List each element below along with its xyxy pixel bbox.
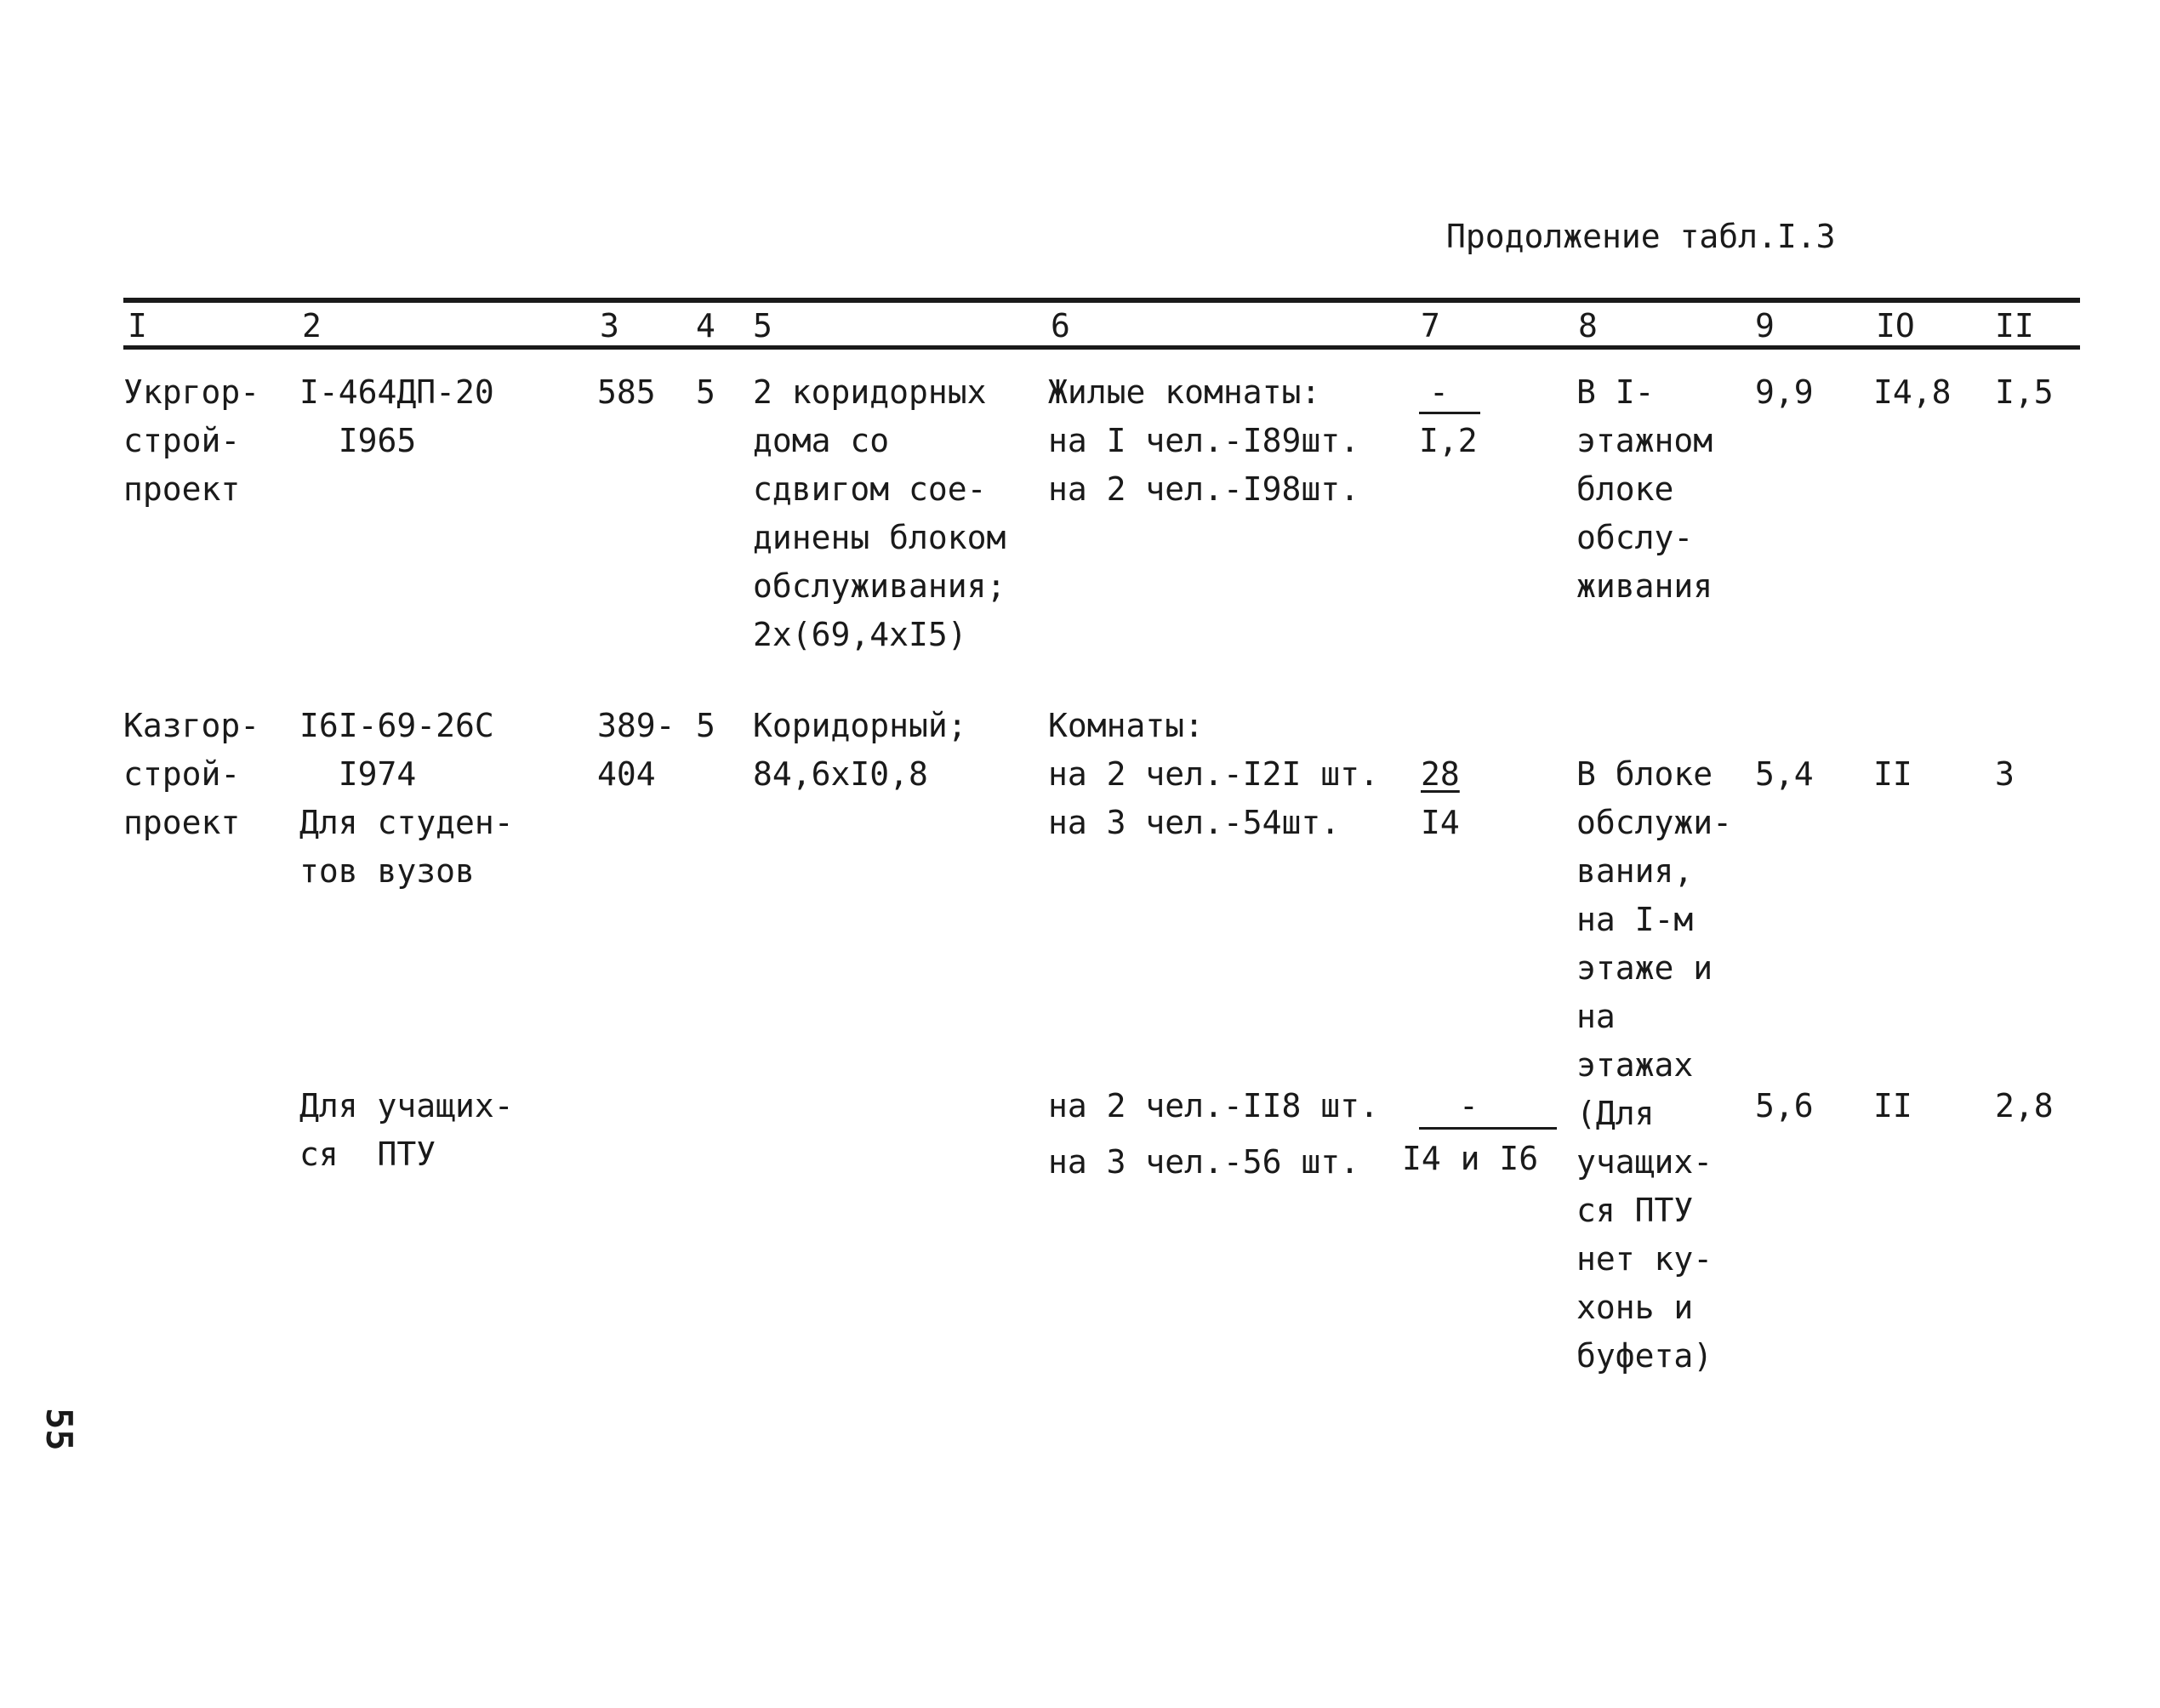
column-header: 9: [1755, 307, 1775, 344]
cell-col11: I,5: [1995, 373, 2054, 411]
table-top-rule: [123, 298, 2080, 303]
column-header: 2: [302, 307, 322, 344]
table-header-rule: [123, 345, 2080, 350]
cell-ratio-numerator: 28: [1421, 755, 1460, 793]
cell-rooms: Жилые комнаты: на I чел.-I89шт. на 2 чел.-I98шт.: [1048, 373, 1360, 508]
fraction-line: [1419, 1127, 1557, 1130]
cell-col10: I4,8: [1873, 373, 1952, 411]
column-header: 8: [1578, 307, 1598, 344]
cell-rooms: Комнаты: на 2 чел.-I2I шт. на 3 чел.-54шт.: [1048, 707, 1379, 841]
cell-ratio-denominator: I4: [1421, 804, 1460, 841]
column-header: II: [1995, 307, 2034, 344]
cell-description: Коридорный; 84,6xI0,8: [753, 707, 967, 793]
cell-col10: II: [1873, 1087, 1912, 1124]
cell-ratio-numerator: -: [1429, 373, 1449, 411]
cell-project-number: I6I-69-26C I974 Для студен- тов вузов: [299, 707, 514, 890]
cell-col10: II: [1873, 755, 1912, 793]
cell-places: 389- 404: [597, 707, 675, 793]
cell-rooms-line1: на 2 чел.-II8 шт.: [1048, 1087, 1379, 1124]
table-caption: Продолжение табл.I.3: [1446, 218, 1836, 255]
cell-project-number: I-464ДП-20 I965: [299, 373, 494, 459]
cell-floors: 5: [696, 707, 715, 744]
cell-ratio-numerator: -: [1459, 1087, 1479, 1124]
cell-organization: Казгор- строй- проект: [123, 707, 260, 841]
column-header: 6: [1051, 307, 1070, 344]
page-number: 55: [38, 1408, 80, 1451]
cell-col11: 2,8: [1995, 1087, 2054, 1124]
fraction-line: [1419, 412, 1480, 414]
cell-floors: 5: [696, 373, 715, 411]
cell-ratio-denominator: I,2: [1419, 422, 1478, 459]
cell-ratio-denominator: I4 и I6: [1402, 1140, 1539, 1177]
column-header: 3: [600, 307, 619, 344]
cell-organization: Укргор- строй- проект: [123, 373, 260, 508]
cell-description: 2 коридорных дома со сдвигом сое- динены блоком обслуживания; 2x(69,4xI5): [753, 373, 1006, 653]
cell-col9: 5,4: [1755, 755, 1814, 793]
column-header: I: [128, 307, 147, 344]
column-header: 4: [696, 307, 715, 344]
column-header: 7: [1421, 307, 1440, 344]
cell-rooms-line2: на 3 чел.-56 шт.: [1048, 1143, 1360, 1181]
cell-col9: 5,6: [1755, 1087, 1814, 1124]
cell-project-purpose: Для учащих- ся ПТУ: [299, 1087, 514, 1173]
column-header: IO: [1876, 307, 1915, 344]
column-header: 5: [753, 307, 772, 344]
cell-service-block: В блоке обслужи- вания, на I-м этаже и на этажах (Для учащих- ся ПТУ нет ку- хонь и буфета): [1576, 755, 1733, 1375]
cell-places: 585: [597, 373, 656, 411]
cell-col11: 3: [1995, 755, 2015, 793]
cell-col9: 9,9: [1755, 373, 1814, 411]
cell-service-block: В I- этажном блоке обслу- живания: [1576, 373, 1713, 605]
